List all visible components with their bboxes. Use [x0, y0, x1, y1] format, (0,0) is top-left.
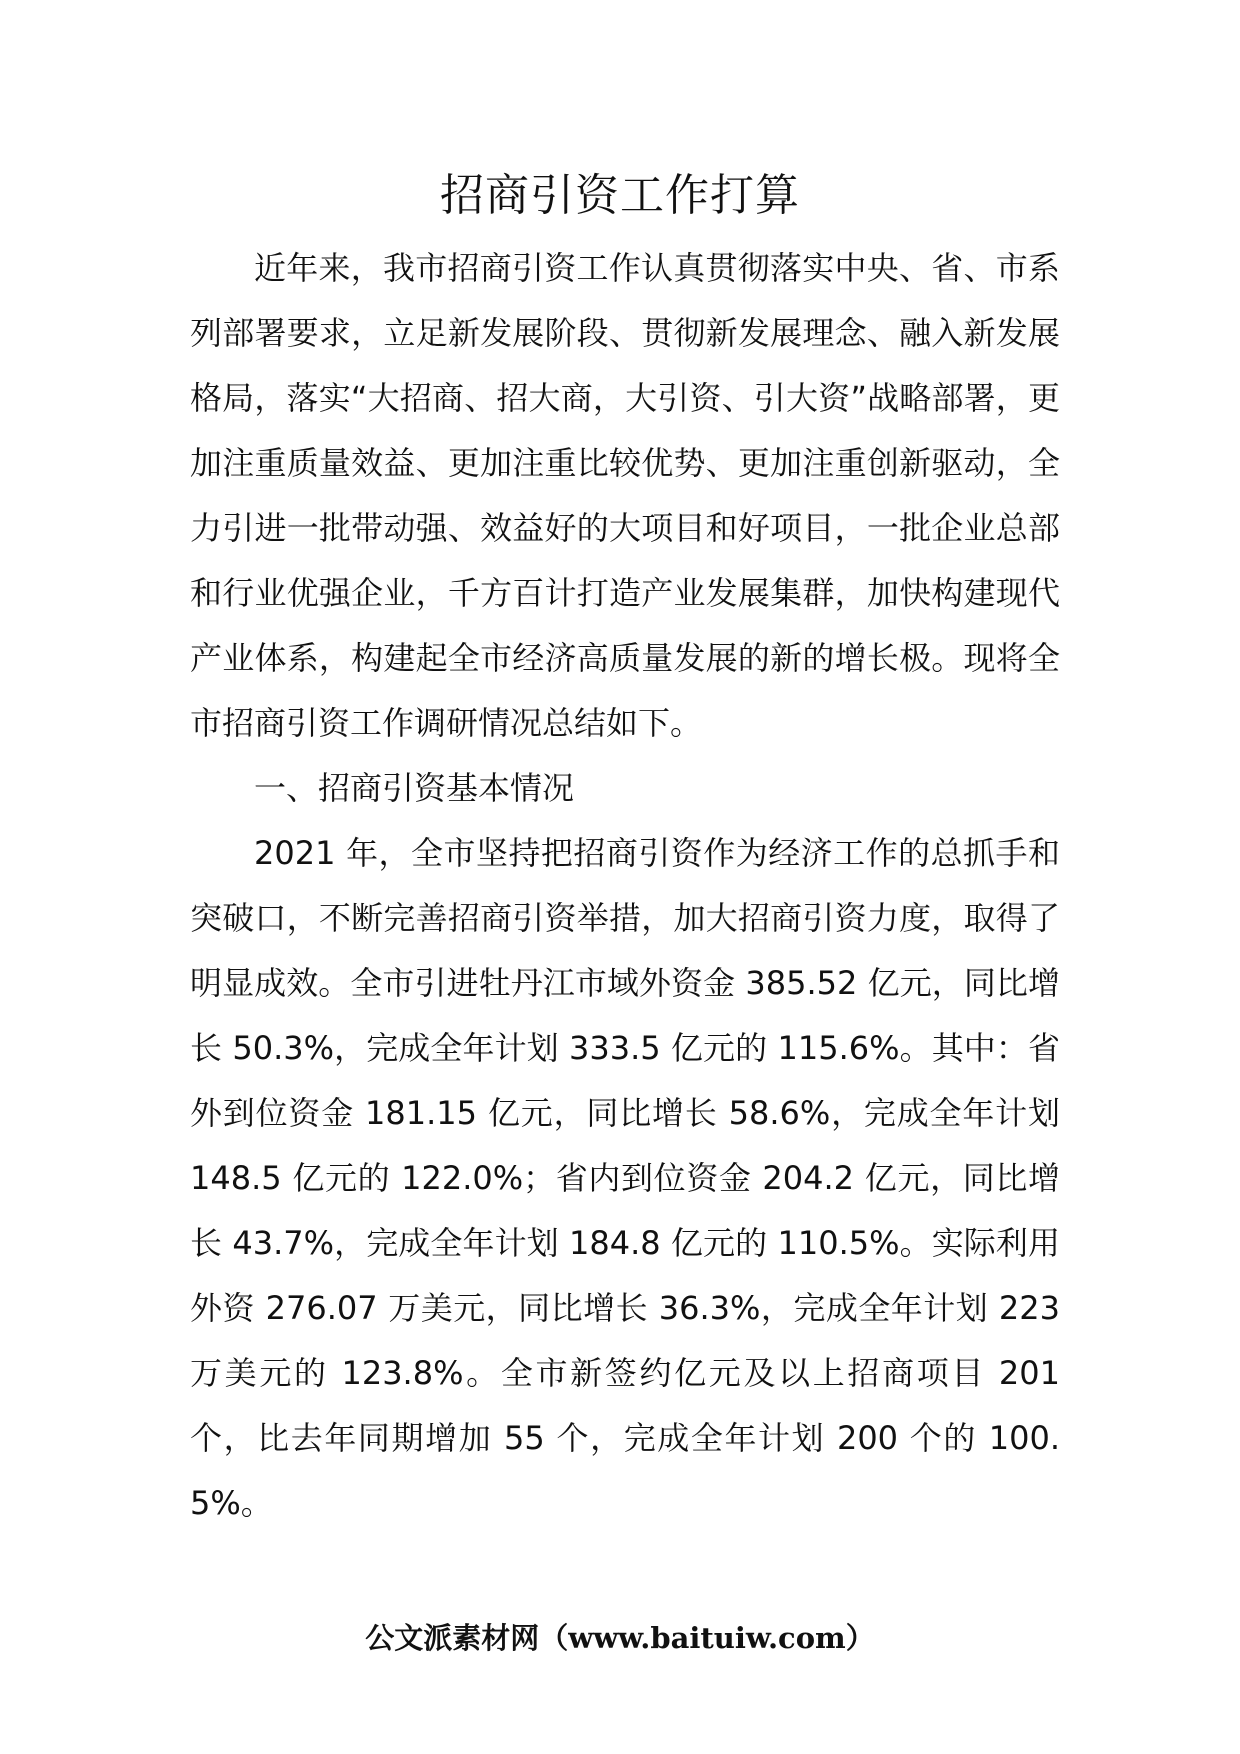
section-heading: 一、招商引资基本情况: [254, 769, 575, 807]
intro-paragraph: 近年来，我市招商引资工作认真贯彻落实中央、省、市系列部署要求，立足新发展阶段、贯彻新发展理念、融入新发展格局，落实“大招商、招大商，大引资、引大资”战略部署，更加注重质量效益、更加注重比较优势、更加注重创新驱动，全力引进一批带动强、效益好的大项目和好项目，一批企业总部和行业优强企业，千方百计打造产业发展集群，加快构建现代产业体系，构建起全市经济高质量发展的新的增长极。现将全市招商引资工作调研情况总结如下。: [190, 249, 1060, 742]
statistics-paragraph: 2021 年，全市坚持把招商引资作为经济工作的总抓手和突破口，不断完善招商引资举措，加大招商引资力度，取得了明显成效。全市引进牡丹江市域外资金 385.52 亿元，同比增长 50.3%，完成全年计划 333.5 亿元的 115.6%。其中：省外到位资金 181.15 亿元，同比增长 58.6%，完成全年计划 148.5 亿元的 122.0%；省内到位资金 204.2 亿元，同比增长 43.7%，完成全年计划 184.8 亿元的 110.5%。实际利用外资 276.07 万美元，同比增长 36.3%，完成全年计划 223 万美元的 123.8%。全市新签约亿元及以上招商项目 201 个，比去年同期增加 55 个，完成全年计划 200 个的 100.5%。: [190, 834, 1060, 1522]
document-title: 招商引资工作打算: [440, 170, 800, 221]
document-body: [190, 236, 1060, 1536]
footer-watermark: 公文派素材网（www.baituiw.com）: [365, 1621, 875, 1655]
